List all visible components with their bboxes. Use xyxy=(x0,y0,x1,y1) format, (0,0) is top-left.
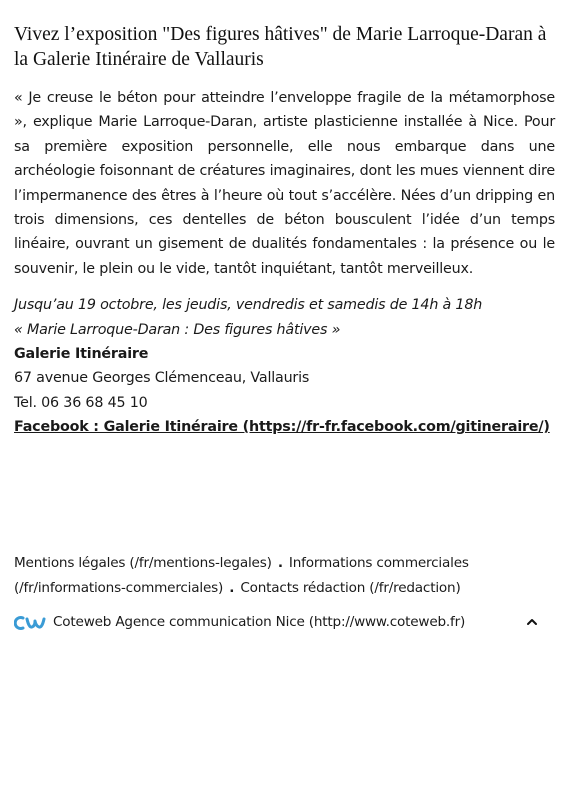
facebook-link[interactable]: Facebook : Galerie Itinéraire (https://fr-fr.facebook.com/gitineraire/) xyxy=(14,419,550,436)
article xyxy=(14,0,555,440)
article-lead: « Je creuse le béton pour atteindre l’enveloppe fragile de la métamorphose », explique Marie Larroque-Daran, artiste plasticienne installée à Nice. Pour sa première exposition personnelle, elle nous embarque dans une archéologie foisonnant de créatures imaginaires, dont les mues viennent dire l’impermanence des êtres à l’heure où tout s’accélère. Nées d’un dripping en trois dimensions, ces dentelles de béton bousculent l’idée d’un temps linéaire, ouvrant un gisement de dualités fondamentales : la présence ou le souvenir, le plein ou le vide, tantôt inquiétant, tantôt merveilleux. xyxy=(14,90,555,277)
footer-link-contacts-redaction[interactable]: Contacts rédaction (/fr/redaction) xyxy=(240,579,461,596)
event-info xyxy=(14,293,555,439)
footer-separator: . xyxy=(229,579,235,596)
agency-link[interactable]: Coteweb Agence communication Nice (http://www.coteweb.fr) xyxy=(53,614,466,630)
chevron-up-icon[interactable] xyxy=(525,614,539,630)
venue-phone: Tel. 06 36 68 45 10 xyxy=(14,394,148,411)
event-dates: Jusqu’au 19 octobre, les jeudis, vendredis et samedis de 14h à 18h xyxy=(14,297,483,314)
exhibition-name: « Marie Larroque-Daran : Des figures hâtives » xyxy=(14,321,341,338)
footer-separator: . xyxy=(277,555,283,571)
footer-link-mentions-legales[interactable]: Mentions légales (/fr/mentions-legales) xyxy=(14,555,272,571)
agency-credit xyxy=(14,612,555,634)
footer-links xyxy=(14,551,555,600)
venue-address: 67 avenue Georges Clémenceau, Vallauris xyxy=(14,370,310,387)
coteweb-logo-icon[interactable] xyxy=(14,615,49,631)
footer-link-informations-commerciales[interactable]: Informations commerciales (/fr/informations-commerciales) xyxy=(14,555,469,596)
article-title: Vivez l’exposition "Des figures hâtives" de Marie Larroque-Daran à la Galerie Itinéraire de Vallauris xyxy=(14,24,547,70)
venue-name: Galerie Itinéraire xyxy=(14,346,149,363)
